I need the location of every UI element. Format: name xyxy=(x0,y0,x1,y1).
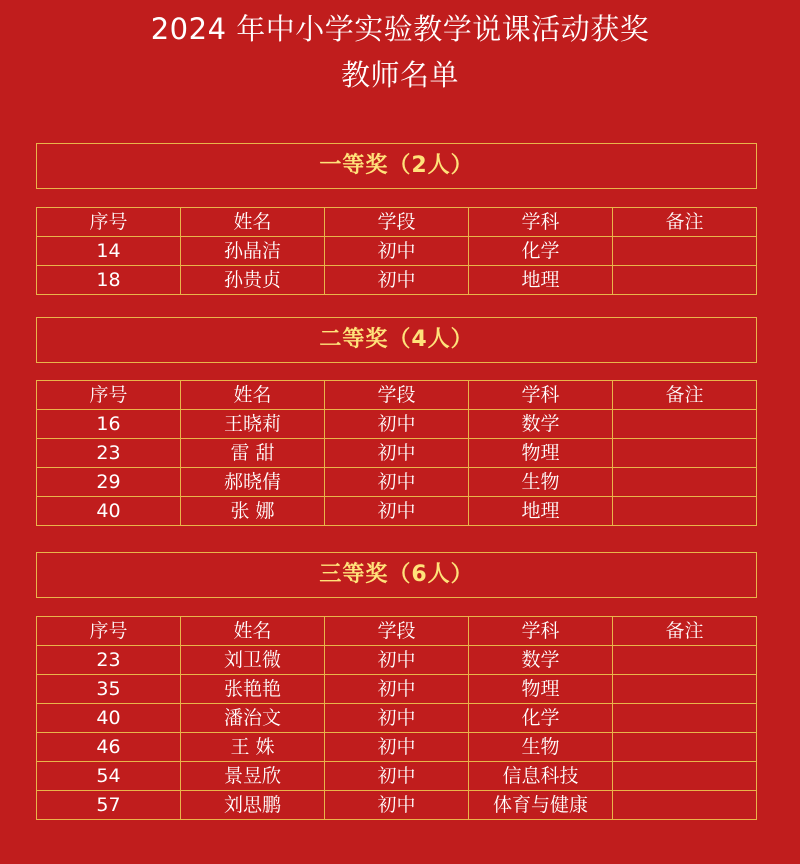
second-prize-table xyxy=(36,380,757,526)
header-cell: 备注 xyxy=(613,208,757,237)
table-cell: 初中 xyxy=(325,237,469,266)
table-cell: 张 娜 xyxy=(181,497,325,526)
table-cell: 初中 xyxy=(325,646,469,675)
table-row xyxy=(37,468,757,497)
header-cell: 备注 xyxy=(613,617,757,646)
table-header-row xyxy=(37,208,757,237)
table-cell: 潘治文 xyxy=(181,704,325,733)
table-cell: 初中 xyxy=(325,675,469,704)
table-row xyxy=(37,439,757,468)
page-title-line-2: 教师名单 xyxy=(340,58,459,92)
table-cell: 54 xyxy=(37,762,181,791)
third-prize-table xyxy=(36,616,757,820)
table-cell xyxy=(613,675,757,704)
header-cell: 学科 xyxy=(469,208,613,237)
table-row xyxy=(37,237,757,266)
first-prize-table xyxy=(36,207,757,295)
table-cell: 化学 xyxy=(469,704,613,733)
table-row xyxy=(37,675,757,704)
header-cell: 姓名 xyxy=(181,617,325,646)
table-header-row xyxy=(37,381,757,410)
table-cell: 57 xyxy=(37,791,181,820)
table-cell: 物理 xyxy=(469,675,613,704)
table-cell: 王 姝 xyxy=(181,733,325,762)
table-row xyxy=(37,704,757,733)
table-cell: 23 xyxy=(37,646,181,675)
table-cell: 郝晓倩 xyxy=(181,468,325,497)
table-cell: 数学 xyxy=(469,410,613,439)
section-heading-third-prize: 三等奖（6人） xyxy=(36,552,757,598)
header-cell: 序号 xyxy=(37,617,181,646)
table-cell: 46 xyxy=(37,733,181,762)
table-cell xyxy=(613,410,757,439)
table-row xyxy=(37,646,757,675)
table-cell xyxy=(613,733,757,762)
table-cell: 初中 xyxy=(325,410,469,439)
table-cell: 初中 xyxy=(325,266,469,295)
table-cell: 生物 xyxy=(469,468,613,497)
table-cell xyxy=(613,791,757,820)
table-cell: 体育与健康 xyxy=(469,791,613,820)
table-cell: 35 xyxy=(37,675,181,704)
table-cell xyxy=(613,762,757,791)
table-cell: 初中 xyxy=(325,439,469,468)
table-cell: 18 xyxy=(37,266,181,295)
header-cell: 学段 xyxy=(325,208,469,237)
table-row xyxy=(37,410,757,439)
header-cell: 备注 xyxy=(613,381,757,410)
table-cell: 初中 xyxy=(325,468,469,497)
table-cell: 29 xyxy=(37,468,181,497)
table-cell: 初中 xyxy=(325,704,469,733)
table-header-row xyxy=(37,617,757,646)
header-cell: 学科 xyxy=(469,381,613,410)
table-cell xyxy=(613,266,757,295)
header-cell: 学段 xyxy=(325,617,469,646)
table-cell: 初中 xyxy=(325,497,469,526)
table-cell: 生物 xyxy=(469,733,613,762)
header-cell: 序号 xyxy=(37,208,181,237)
table-cell xyxy=(613,468,757,497)
table-cell: 数学 xyxy=(469,646,613,675)
table-cell: 40 xyxy=(37,704,181,733)
table-cell: 23 xyxy=(37,439,181,468)
table-cell: 王晓莉 xyxy=(181,410,325,439)
table-cell: 化学 xyxy=(469,237,613,266)
table-cell xyxy=(613,704,757,733)
table-cell: 14 xyxy=(37,237,181,266)
table-cell: 刘思鹏 xyxy=(181,791,325,820)
table-row xyxy=(37,733,757,762)
table-row xyxy=(37,762,757,791)
table-cell: 张艳艳 xyxy=(181,675,325,704)
table-cell: 初中 xyxy=(325,762,469,791)
section-heading-first-prize: 一等奖（2人） xyxy=(36,143,757,189)
section-heading-second-prize: 二等奖（4人） xyxy=(36,317,757,363)
table-cell: 孙晶洁 xyxy=(181,237,325,266)
table-cell: 景昱欣 xyxy=(181,762,325,791)
table-cell xyxy=(613,497,757,526)
table-row xyxy=(37,266,757,295)
table-row xyxy=(37,497,757,526)
table-cell: 刘卫微 xyxy=(181,646,325,675)
table-cell: 初中 xyxy=(325,733,469,762)
table-cell: 地理 xyxy=(469,266,613,295)
header-cell: 姓名 xyxy=(181,208,325,237)
table-cell xyxy=(613,237,757,266)
table-cell: 初中 xyxy=(325,791,469,820)
page-title-line-1: 2024 年中小学实验教学说课活动获奖 xyxy=(150,12,650,46)
header-cell: 学段 xyxy=(325,381,469,410)
header-cell: 序号 xyxy=(37,381,181,410)
table-cell: 雷 甜 xyxy=(181,439,325,468)
table-cell: 孙贵贞 xyxy=(181,266,325,295)
header-cell: 学科 xyxy=(469,617,613,646)
table-cell: 物理 xyxy=(469,439,613,468)
table-cell: 地理 xyxy=(469,497,613,526)
table-cell xyxy=(613,439,757,468)
table-row xyxy=(37,791,757,820)
table-cell: 16 xyxy=(37,410,181,439)
table-cell: 信息科技 xyxy=(469,762,613,791)
table-cell: 40 xyxy=(37,497,181,526)
table-cell xyxy=(613,646,757,675)
header-cell: 姓名 xyxy=(181,381,325,410)
